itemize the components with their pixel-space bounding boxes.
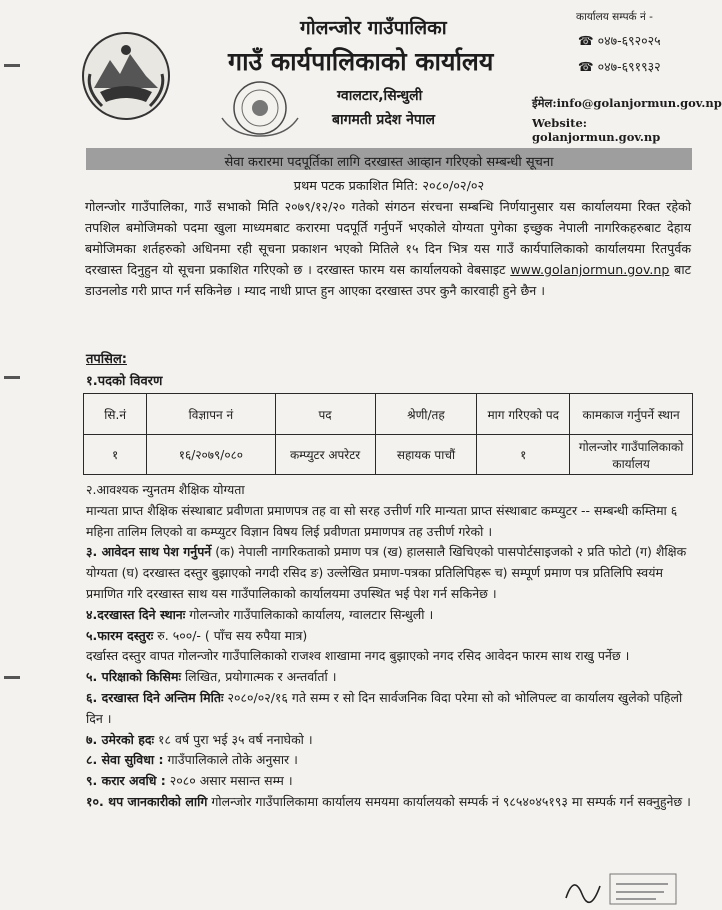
section-6-heading: ५. परिक्षाको किसिमः [86,669,181,685]
scan-mark [4,64,20,67]
table-cell: १ [477,435,570,475]
section-10-body: २०८० असार मसान्त सम्म । [165,773,293,789]
intro-text: गोलन्जोर गाउँपालिका, गाउँ सभाको मिति २०७९/१२/२० गतेको संगठन संरचना सम्बन्धि निर्णयानुसार यस कार्यालयमा रिक्त रहेको तपशिल बमोजिमको पदमा खुला माध्यमबाट करारमा पदपूर्ति गर्नुपर्ने भएकोले योग्यता पुगेका इच्छुक नेपाली नागरिकहरुबाट देहाय बमोजिमका शर्तहरुको अधिनमा रही सूचना प्रकाशन भएको मितिले १५ दिन भित्र यस गाउँ कार्यपालिकाको कार्यालयमा रितपुर्वक दरखास्त दिनुहुन यो सूचना प्रकाशित गरिएको छ । दरखास्त फारम यस कार्यालयको वेबसाइट [85,199,691,277]
section-4-body: गोलन्जोर गाउँपालिकाको कार्यालय, ग्वालटार सिन्धुली । [185,606,434,622]
section-10 [86,771,692,792]
section-7 [86,688,692,730]
phone-1-number: ०४७-६९२०२५ [597,33,661,48]
section-5-heading: ५.फारम दस्तुरः [86,627,154,643]
table-cell: १ [84,435,147,475]
section-8-heading: ७. उमेरको हदः [86,731,155,747]
contact-label: कार्यालय सम्पर्क नं - [576,11,653,23]
section-4-heading: ४.दरखास्त दिने स्थानः [86,606,186,622]
section-3-body: (क) नेपाली नागरिकताको प्रमाण पत्र (ख) हालसालै खिचिएको पासपोर्टसाइजको २ प्रति फोटो (ग) शैक्षिक योग्यता (घ) दरखास्त दस्तुर बुझाएको नगदी रसिद ङ) उल्लेखित प्रमाण-पत्रका प्रतिलिपिहरू च) सम्पूर्ण प्रमाण पत्र प्रतिलिपि स्वयंम प्रमाणित गरि दरखास्त साथ यस गाउँपालिकाको कार्यालयमा उपस्थित भई पेश गर्न सकिनेछ । [86,544,687,601]
section-5 [86,626,692,647]
notice-title: सेवा करारमा पदपूर्तिका लागि दरखास्त आव्हान गरिएको सम्बन्धी सूचना [224,155,554,170]
section-5-note: दर्खास्त दस्तुर वापत गोलन्जोर गाउँपालिकाको राजश्व शाखामा नगद बुझाएको नगद रसिद आवेदन फारम साथ राखु पर्नेछ । [86,648,630,664]
table-header-cell: कामकाज गर्नुपर्ने स्थान [570,394,693,435]
section-9-body: गाउँपालिकाले तोके अनुसार । [163,752,298,768]
table-header-cell: विज्ञापन नं [147,394,275,435]
section-11 [86,792,692,813]
section-7-body: २०८०/०२/१६ गते सम्म र सो दिन सार्वजनिक विदा परेमा सो को भोलिपल्ट वा कार्यालय खुलेको पहिलो दिन । [86,689,683,726]
office-seal-stamp-icon [214,78,306,140]
table-cell: गोलन्जोर गाउँपालिकाको कार्यालय [570,435,693,475]
section-9-heading: ८. सेवा सुविधा : [86,752,164,768]
table-header-cell: पद [275,394,375,435]
phone-2 [578,58,661,75]
section-3 [86,542,692,604]
section-2-body: मान्यता प्राप्त शैक्षिक संस्थाबाट प्रवीणता प्रमाणपत्र तह वा सो सरह उत्तीर्ण गरि मान्यता प्राप्त संस्थाबाट कम्प्युटर -- सम्बन्धी कम्तिमा ६ महिना तालिम लिएको वा कम्प्युटर विज्ञान विषय लिई प्रवीणता प्रमाणपत्र तह उत्तीर्ण गरेको । [86,502,678,539]
scan-mark [4,376,20,379]
section-10-heading: ९. करार अवधि : [86,773,166,789]
section-11-body: गोलन्जोर गाउँपालिकामा कार्यालय समयमा कार्यालयको सम्पर्क नं ९८५४०४५१९३ मा सम्पर्क गर्न सक्नुहुनेछ । [207,793,691,809]
email: ईमेल:info@golanjormun.gov.np [532,96,722,110]
phone-icon: ☎ [578,59,594,74]
section-6 [86,667,692,688]
section-8-body: १८ वर्ष पुरा भई ३५ वर्ष ननाघेको । [154,731,313,747]
municipality-name: गोलन्जोर गाउँपालिका [300,17,447,39]
signature-stamp-icon [560,868,680,908]
table-cell: १६/२०७९/०८० [147,435,275,475]
phone-1 [578,32,661,49]
address-line-1: ग्वालटार,सिन्धुली [337,88,423,104]
intro-paragraph [85,196,691,301]
website-link[interactable]: www.golanjormun.gov.np [510,262,670,277]
section-9 [86,750,692,771]
conditions-block [86,480,692,813]
phone-icon: ☎ [578,33,594,48]
intro-text-end: बाट डाउनलोड गरी प्राप्त गर्न सकिनेछ । म्याद नाधी प्राप्त हुन आएका दरखास्त उपर कुनै कारवाही हुने छैन । [85,262,691,298]
section-2-heading: २.आवश्यक न्युनतम शैक्षिक योग्यता [86,482,245,497]
table-row [84,435,693,475]
section-8 [86,730,692,751]
table-header-cell: श्रेणी/तह [375,394,477,435]
table-cell: कम्प्युटर अपरेटर [275,435,375,475]
section-1-heading: १.पदको विवरण [86,374,163,389]
table-header-cell: माग गरिएको पद [477,394,570,435]
nepal-emblem-icon [80,30,172,122]
section-7-heading: ६. दरखास्त दिने अन्तिम मितिः [86,689,224,705]
address-line-2: बागमती प्रदेश नेपाल [332,112,435,128]
table-header-row [84,394,693,435]
scan-mark [4,676,20,679]
table-header-cell: सि.नं [84,394,147,435]
section-6-body: लिखित, प्रयोगात्मक र अन्तर्वार्ता । [180,669,337,685]
section-3-heading: ३. आवेदन साथ पेश गर्नुपर्ने [86,544,212,560]
publish-date: प्रथम पटक प्रकाशित मिति: २०८०/०२/०२ [293,179,485,194]
phone-2-number: ०४७-६९१९३२ [597,59,661,74]
details-heading: तपसिल: [86,352,127,367]
section-4 [86,605,692,626]
office-name: गाउँ कार्यपालिकाको कार्यालय [228,47,494,76]
post-details-table [83,393,693,475]
website: Website: golanjormun.gov.np [532,116,661,144]
table-cell: सहायक पाचौं [375,435,477,475]
section-11-heading: १०. थप जानकारीको लागि [86,793,208,809]
section-5-body: रु. ५००/- ( पाँच सय रुपैया मात्र) [153,627,308,643]
